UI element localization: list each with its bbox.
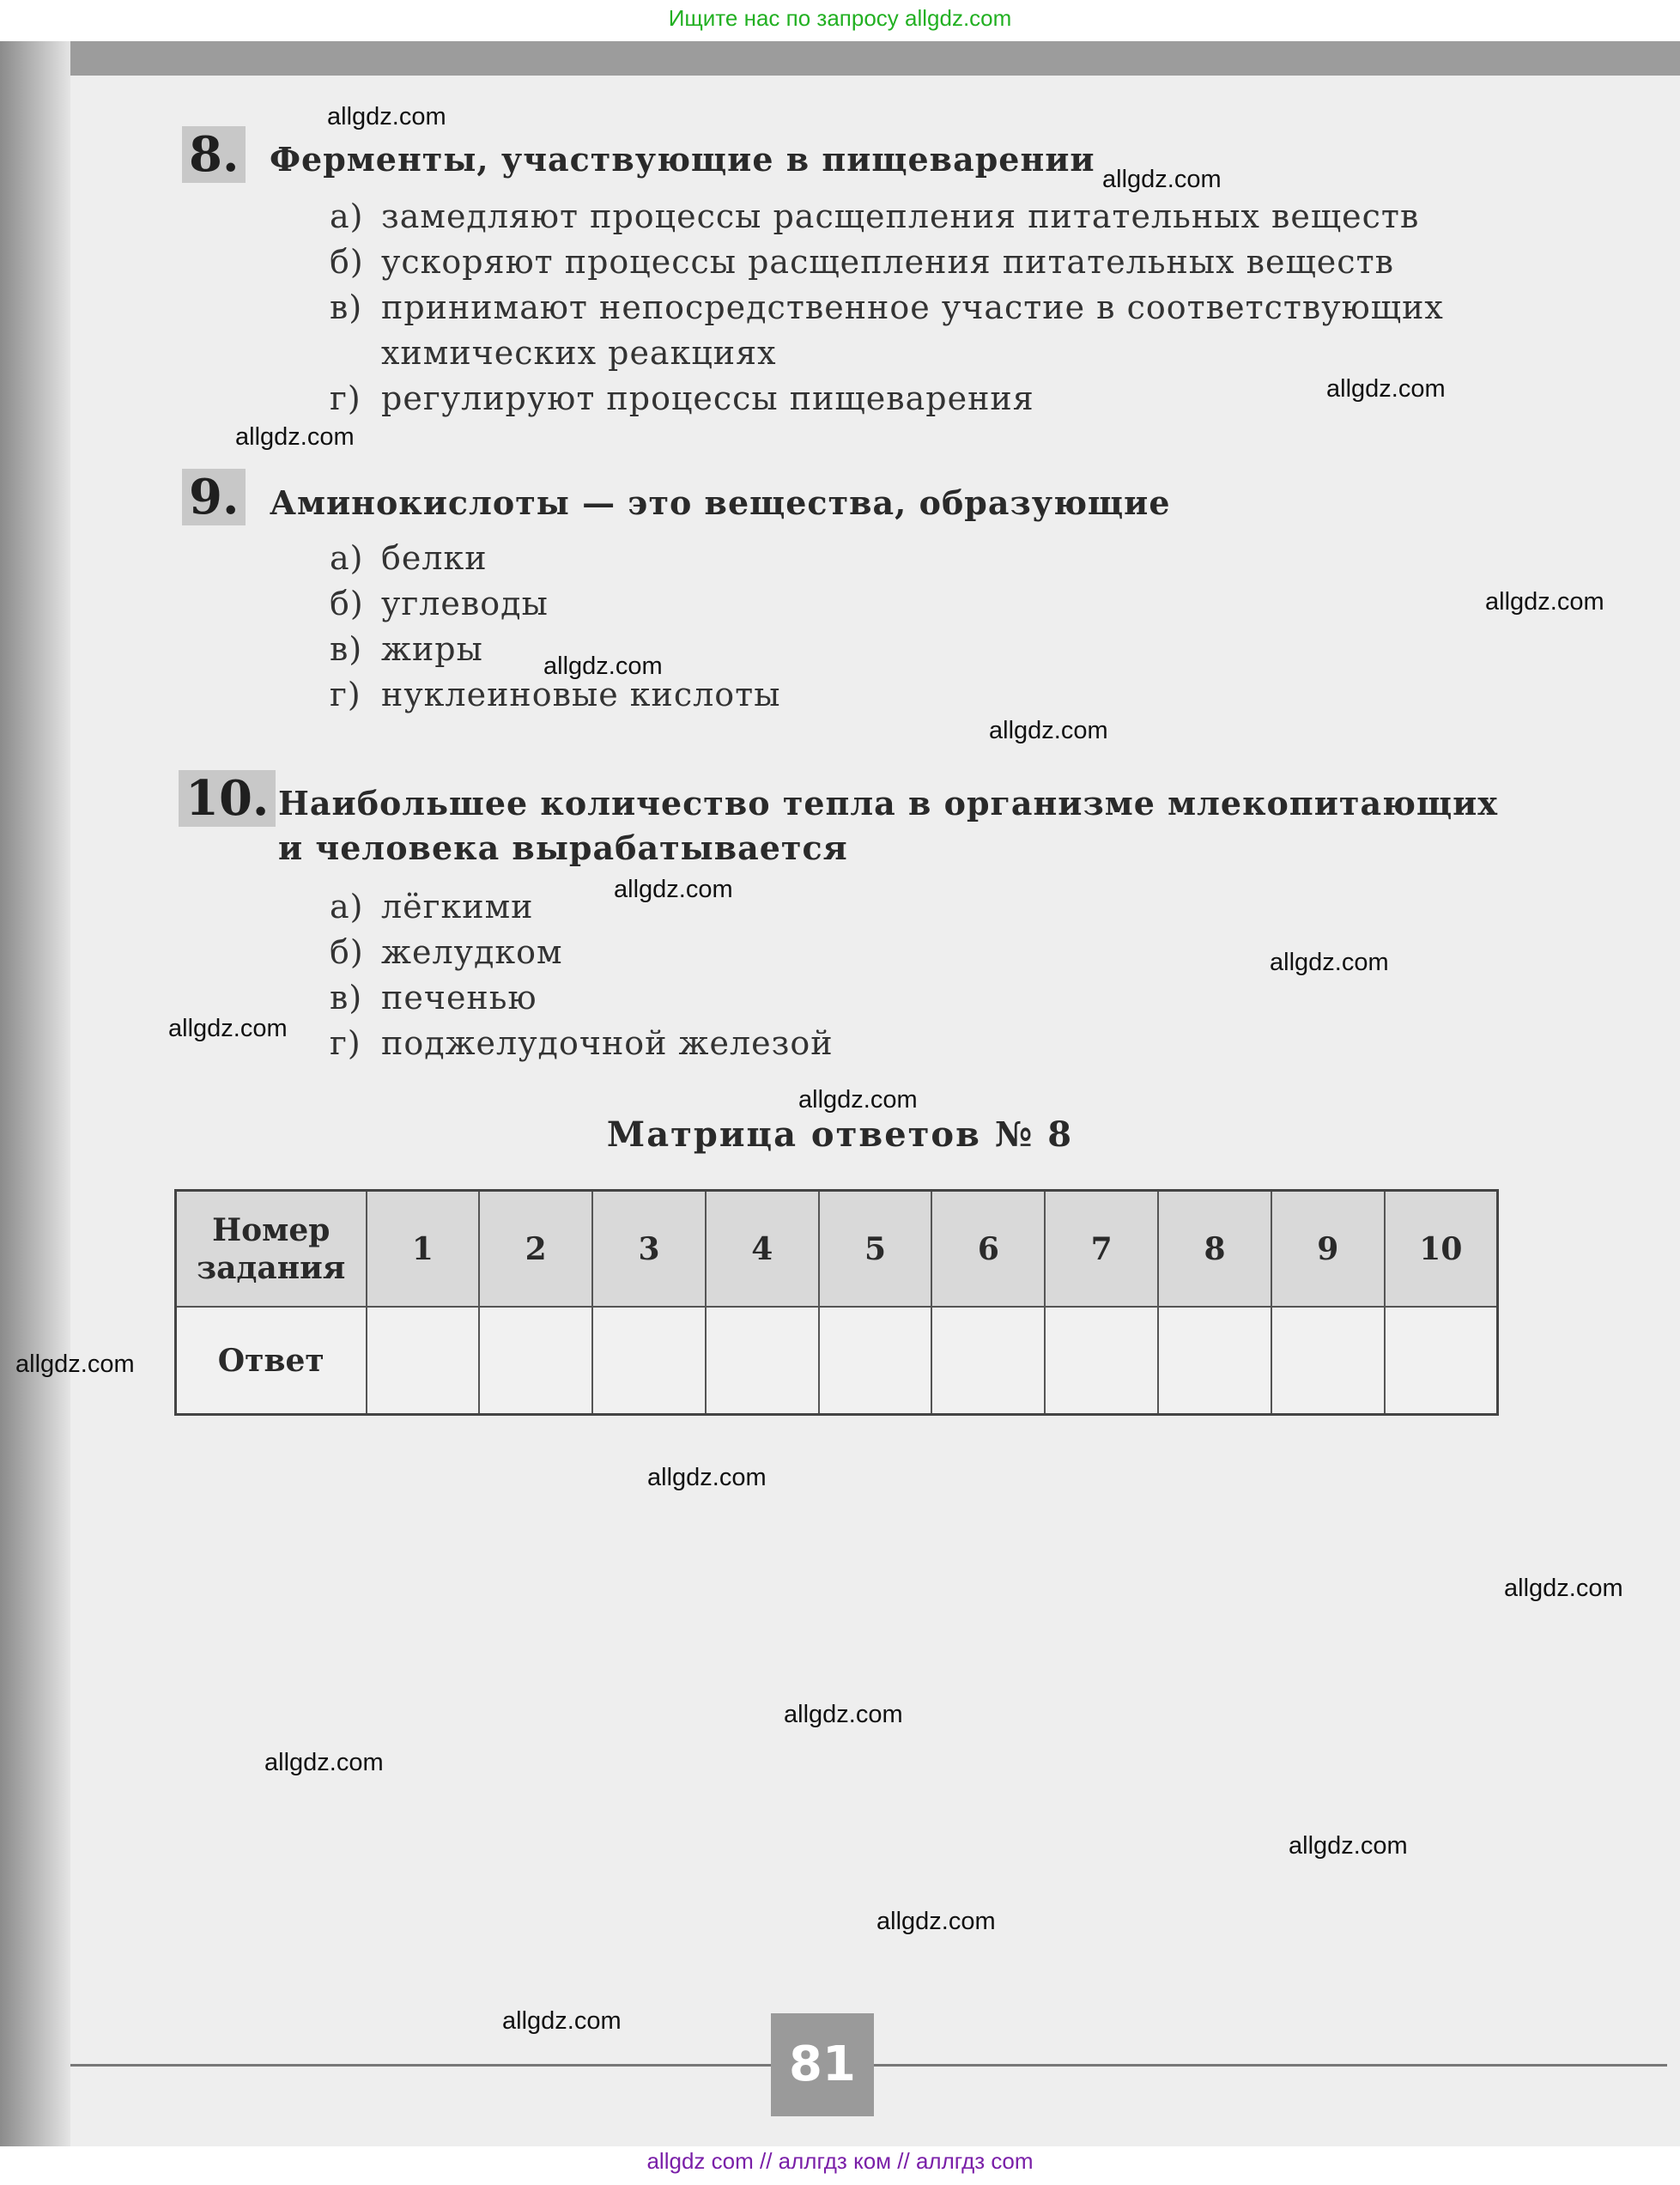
book-spine: [0, 41, 70, 2146]
watermark: allgdz.com: [543, 652, 663, 680]
answer-cell[interactable]: [706, 1307, 819, 1415]
option: а) лёгкими: [330, 888, 534, 926]
question-9-number: 9.: [182, 473, 246, 521]
question-8-title: Ферменты, участвующие в пищеварении: [270, 140, 1095, 179]
watermark: allgdz.com: [1289, 1832, 1408, 1860]
option: б) углеводы: [330, 585, 549, 622]
watermark: allgdz.com: [647, 1464, 767, 1491]
question-8-number: 8.: [182, 130, 246, 179]
column-header: 1: [367, 1191, 480, 1308]
watermark: allgdz.com: [1102, 166, 1222, 193]
column-header: 2: [479, 1191, 592, 1308]
column-header: 3: [592, 1191, 706, 1308]
option: а) замедляют процессы расщепления питательных веществ: [330, 197, 1420, 235]
answer-cell[interactable]: [1045, 1307, 1158, 1415]
answer-cell[interactable]: [1385, 1307, 1498, 1415]
watermark: allgdz.com: [614, 876, 733, 903]
answer-cell[interactable]: [1158, 1307, 1271, 1415]
column-header: 10: [1385, 1191, 1498, 1308]
question-10-number: 10.: [179, 774, 276, 822]
answer-cell[interactable]: [479, 1307, 592, 1415]
page-number: 81: [771, 2013, 874, 2116]
answer-cell[interactable]: [819, 1307, 932, 1415]
watermark: allgdz.com: [989, 717, 1108, 744]
row-label-answer: Ответ: [176, 1307, 367, 1415]
column-header: 5: [819, 1191, 932, 1308]
watermark: allgdz.com: [1504, 1575, 1623, 1602]
watermark: allgdz.com: [327, 103, 446, 130]
top-banner[interactable]: Ищите нас по запросу allgdz.com: [668, 5, 1012, 31]
option: б) ускоряют процессы расщепления питательных веществ: [330, 243, 1394, 281]
option: в) жиры: [330, 630, 483, 668]
option: г) поджелудочной железой: [330, 1024, 834, 1062]
column-header: 6: [931, 1191, 1045, 1308]
watermark: allgdz.com: [168, 1015, 288, 1042]
option: а) белки: [330, 539, 488, 577]
watermark: allgdz.com: [1326, 375, 1446, 403]
watermark: allgdz.com: [1485, 588, 1604, 616]
watermark: allgdz.com: [876, 1908, 996, 1935]
answer-cell[interactable]: [931, 1307, 1045, 1415]
row-label-task-number: Номер задания: [176, 1191, 367, 1308]
option: г) регулируют процессы пищеварения: [330, 379, 1034, 417]
watermark: allgdz.com: [1270, 949, 1389, 976]
column-header: 8: [1158, 1191, 1271, 1308]
table-row: [176, 1307, 1498, 1415]
answer-matrix-table: [174, 1189, 1499, 1416]
question-9-options: [330, 536, 1514, 718]
matrix-title: Матрица ответов № 8: [606, 1114, 1074, 1155]
watermark: allgdz.com: [784, 1701, 903, 1728]
watermark: allgdz.com: [502, 2007, 622, 2035]
column-header: 9: [1271, 1191, 1385, 1308]
table-row: [176, 1191, 1498, 1308]
page-header-strip: [67, 41, 1680, 76]
option: г) нуклеиновые кислоты: [330, 676, 781, 713]
column-header: 7: [1045, 1191, 1158, 1308]
watermark: allgdz.com: [264, 1749, 384, 1776]
option: в) печенью: [330, 979, 537, 1017]
watermark: allgdz.com: [235, 423, 355, 451]
answer-cell[interactable]: [367, 1307, 480, 1415]
answer-cell[interactable]: [592, 1307, 706, 1415]
option: в) принимают непосредственное участие в соответствующих химических реакциях: [330, 288, 1444, 372]
option: б) желудком: [330, 933, 563, 971]
watermark: allgdz.com: [798, 1086, 918, 1114]
bottom-banner[interactable]: allgdz com // аллгдз ком // аллгдз com: [646, 2148, 1034, 2174]
question-10-title: Наибольшее количество тепла в организме млекопитающих и человека вырабатывается: [278, 784, 1498, 867]
column-header: 4: [706, 1191, 819, 1308]
question-9-title: Аминокислоты — это вещества, образующие: [270, 483, 1171, 522]
watermark: allgdz.com: [15, 1350, 135, 1378]
answer-cell[interactable]: [1271, 1307, 1385, 1415]
